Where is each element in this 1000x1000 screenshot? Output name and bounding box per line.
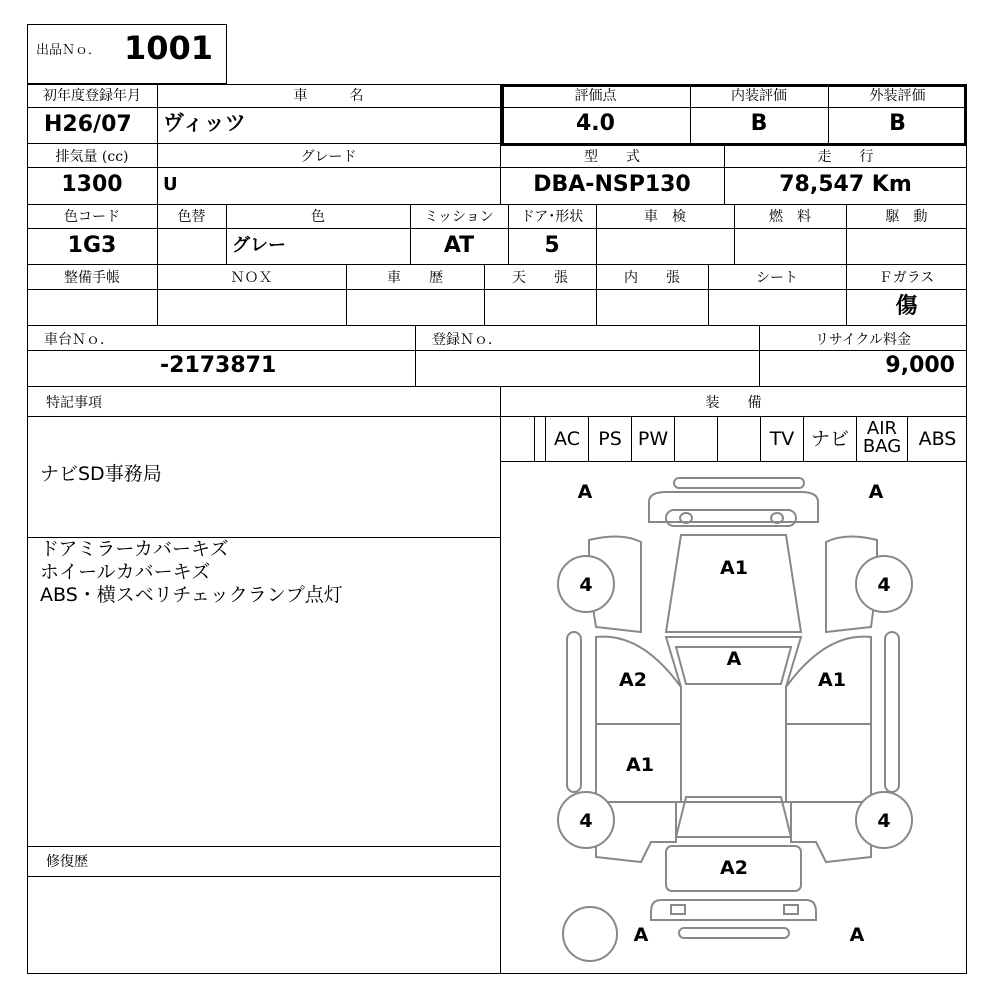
front-right-grade: A	[868, 481, 884, 503]
first-reg-label: 初年度登録年月	[43, 88, 141, 104]
score-value: 4.0	[576, 111, 615, 136]
seat-label: シート	[756, 270, 798, 286]
equip-ps: PS	[588, 417, 631, 462]
repair-history-label: 修復歴	[46, 854, 88, 870]
trunk-grade: A2	[720, 857, 748, 879]
equip-navi: ナビ	[803, 417, 856, 462]
recycle-label: リサイクル料金	[814, 332, 912, 348]
chassis-label: 車台Ｎｏ．	[44, 332, 114, 348]
exterior-label: 外装評価	[869, 88, 926, 104]
fglass-value: 傷	[895, 294, 918, 319]
mileage-value: 78,547 Km	[779, 172, 912, 197]
mileage-label: 走 行	[817, 149, 874, 165]
notes-label: 特記事項	[46, 395, 102, 411]
fglass-label: Ｆガラス	[878, 270, 935, 286]
equipment-label: 装 備	[705, 395, 762, 411]
equip-pw: PW	[631, 417, 674, 462]
tire-rear-left: 4	[579, 810, 593, 832]
car-name-value: ヴィッツ	[163, 111, 246, 135]
equip-airbag: AIR BAG	[856, 417, 907, 462]
history-label: 車 歴	[387, 270, 443, 286]
color-code-label: 色コード	[64, 209, 120, 225]
tire-front-right: 4	[877, 574, 891, 596]
inspection-label: 車 検	[644, 209, 686, 225]
car-name-label: 車 名	[293, 88, 364, 104]
door-value: 5	[544, 233, 560, 258]
reg-label: 登録Ｎｏ．	[432, 332, 502, 348]
left-front-door-grade: A2	[619, 669, 647, 691]
interior-value: B	[750, 111, 768, 136]
left-rear-door-grade: A1	[626, 754, 654, 776]
interior-label: 内装評価	[731, 88, 787, 104]
displacement-label: 排気量 (cc)	[55, 149, 129, 165]
score-label: 評価点	[574, 88, 617, 104]
car-damage-diagram	[501, 462, 966, 973]
color-label: 色	[311, 209, 325, 225]
color-code-value: 1G3	[67, 233, 117, 258]
mission-value: AT	[443, 233, 475, 258]
lot-label: 出品Ｎｏ．	[36, 43, 102, 58]
notes-line2: ドアミラーカバーキズ ホイールカバーキズ ABS・横スベリチェックランプ点灯	[40, 538, 343, 606]
equip-slot-4	[674, 417, 717, 462]
model-label: 型 式	[584, 149, 640, 165]
nox-label: ＮＯＸ	[230, 270, 273, 286]
interior-trim-label: 内 張	[624, 270, 680, 286]
right-front-door-grade: A1	[818, 669, 846, 691]
roof-label: 天 張	[512, 270, 568, 286]
hood-grade: A1	[720, 557, 748, 579]
notes-line1: ナビSD事務局	[40, 463, 162, 485]
chassis-value: -2173871	[160, 353, 277, 378]
maint-label: 整備手帳	[64, 270, 120, 286]
equip-tv: TV	[760, 417, 803, 462]
color-change-label: 色替	[177, 209, 206, 225]
equip-slot-5	[717, 417, 760, 462]
door-label: ドア･形状	[520, 209, 584, 225]
color-value: グレー	[232, 235, 286, 256]
rear-left-grade: A	[633, 924, 649, 946]
equip-ac: AC	[545, 417, 588, 462]
mission-label: ミッション	[424, 209, 494, 225]
exterior-value: B	[889, 111, 906, 136]
fuel-label: 燃 料	[769, 209, 811, 225]
equip-abs: ABS	[907, 417, 967, 462]
recycle-value: 9,000	[885, 353, 955, 378]
first-reg-value: H26/07	[44, 112, 132, 137]
displacement-value: 1300	[61, 172, 123, 197]
grade-value: U	[163, 174, 178, 195]
drive-label: 駆 動	[885, 209, 928, 225]
grade-label: グレード	[300, 149, 357, 165]
tire-rear-right: 4	[877, 810, 891, 832]
model-value: DBA-NSP130	[533, 172, 691, 197]
lot-number: 1001	[124, 29, 214, 67]
rear-right-grade: A	[849, 924, 865, 946]
front-left-grade: A	[577, 481, 593, 503]
lot-box	[27, 24, 227, 84]
tire-front-left: 4	[579, 574, 593, 596]
windshield-grade: A	[726, 648, 742, 670]
